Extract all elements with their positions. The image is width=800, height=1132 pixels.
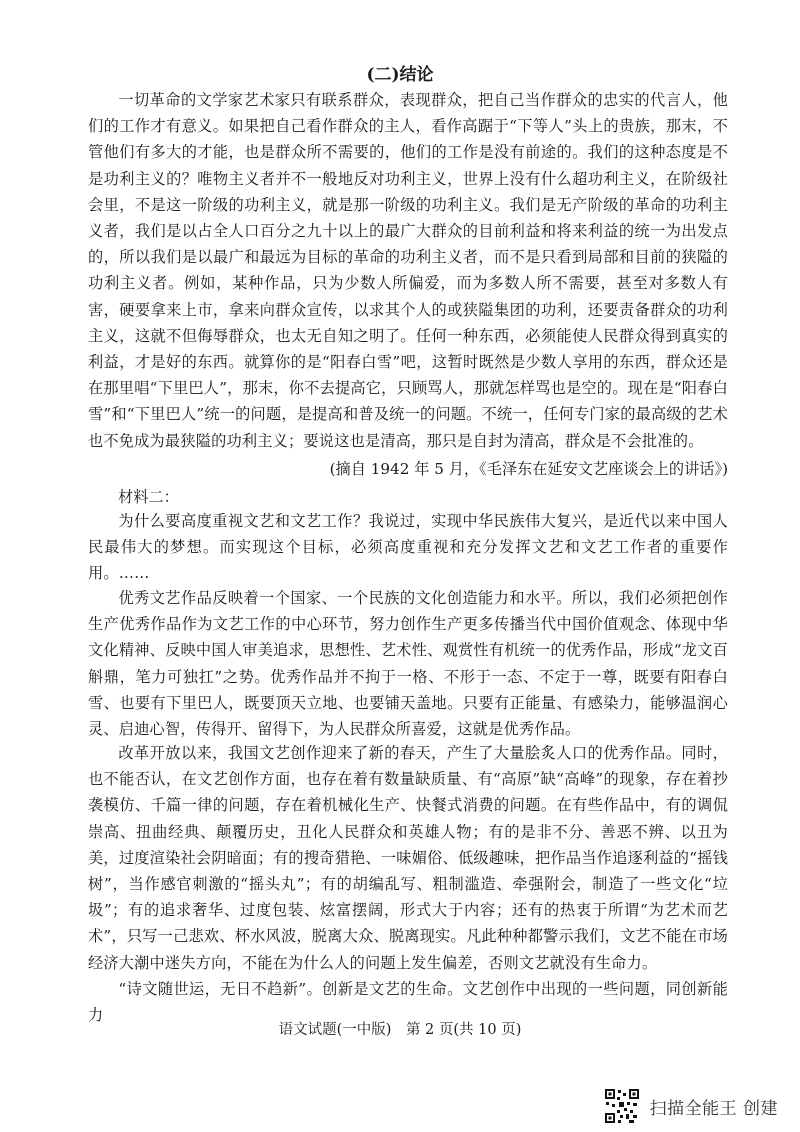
material1-paragraph: 一切革命的文学家艺术家只有联系群众，表现群众，把自己当作群众的忠实的代言人，他们的工作才有意义。如果把自己看作群众的主人，看作高踞于“下等人”头上的贵族，那末，不管他们有多大的才能，也是群众所不需要的，他们的工作是没有前途的。我们的这种态度是不是功利主义的？唯物主义者并不一般地反对功利主义，世界上没有什么超功利主义，在阶级社会里，不是这一阶级的功利主义，就是那一阶级的功利主义。我们是无产阶级的革命的功利主义者，我们是以占全人口百分之九十以上的最广大群众的目前利益和将来利益的统一为出发点的，所以我们是以最广和最远为目标的革命的功利主义者，而不是只看到局部和目前的狭隘的功利主义者。例如，某种作品，只为少数人所偏爱，而为多数人所不需要，甚至对多数人有害，硬要拿来上市，拿来向群众宣传，以求其个人的或狭隘集团的功利，还要责备群众的功利主义，这就不但侮辱群众，也太无自知之明了。任何一种东西，必须能使人民群众得到真实的利益，才是好的东西。就算你的是“阳春白雪”吧，这暂时既然是少数人享用的东西，群众还是在那里唱“下里巴人”，那末，你不去提高它，只顾骂人，那就怎样骂也是空的。现在是“阳春白雪”和“下里巴人”统一的问题，是提高和普及统一的问题。不统一，任何专门家的最高级的艺术也不免成为最狭隘的功利主义；要说这也是清高，那只是自封为清高，群众是不会批准的。 xyxy=(88,91,728,450)
material2-paragraph: 优秀文艺作品反映着一个国家、一个民族的文化创造能力和水平。所以，我们必须把创作生产优秀作品作为文艺工作的中心环节，努力创作生产更多传播当代中国价值观念、体现中华文化精神、反映中国人审美追求，思想性、艺术性、观赏性有机统一的优秀作品，形成“龙文百斛鼎，笔力可独扛”之势。优秀作品并不拘于一格、不形于一态、不定于一尊，既要有阳春白雪、也要有下里巴人，既要顶天立地、也要铺天盖地。只要有正能量、有感染力，能够温润心灵、启迪心智，传得开、留得下，为人民群众所喜爱，这就是优秀作品。 xyxy=(88,589,728,739)
material2-paragraph: 改革开放以来，我国文艺创作迎来了新的春天，产生了大量脍炙人口的优秀作品。同时，也不能否认，在文艺创作方面，也存在着有数量缺质量、有“高原”缺“高峰”的现象，存在着抄袭模仿、千篇一律的问题，存在着机械化生产、快餐式消费的问题。在有些作品中，有的调侃崇高、扭曲经典、颠覆历史，丑化人民群众和英雄人物；有的是非不分、善恶不辨、以丑为美，过度渲染社会阴暗面；有的搜奇猎艳、一味媚俗、低级趣味，把作品当作追逐利益的“摇钱树”，当作感官刺激的“摇头丸”；有的胡编乱写、粗制滥造、牵强附会，制造了一些文化“垃圾”；有的追求奢华、过度包装、炫富摆阔，形式大于内容；还有的热衷于所谓“为艺术而艺术”，只写一己悲欢、杯水风波，脱离大众、脱离现实。凡此种种都警示我们，文艺不能在市场经济大潮中迷失方向，不能在为什么人的问题上发生偏差，否则文艺就没有生命力。 xyxy=(88,744,728,972)
scanner-watermark xyxy=(604,1086,778,1126)
watermark-text: 扫描全能王 创建 xyxy=(649,1098,778,1119)
section-title: (二)结论 xyxy=(366,65,434,85)
material2-paragraph-3-block xyxy=(88,740,728,976)
material1-body xyxy=(88,87,728,454)
qr-code-icon xyxy=(604,1088,640,1124)
material2-paragraph: 为什么要高度重视文艺和文艺工作？我说过，实现中华民族伟大复兴，是近代以来中国人民最伟大的梦想。而实现这个目标，必须高度重视和充分发挥文艺和文艺工作者的重要作用。…… xyxy=(88,512,728,583)
material2-paragraph-2-block xyxy=(88,585,728,742)
material2-paragraph: “诗文随世运，无日不趋新”。创新是文艺的生命。文艺创作中出现的一些问题，同创新能力 xyxy=(88,980,728,1025)
material1-source: (摘自 1942 年 5 月，《毛泽东在延安文艺座谈会上的讲话》) xyxy=(329,460,728,478)
material2-label: 材料二： xyxy=(118,488,179,506)
page-footer: 语文试题(一中版) 第 2 页(共 10 页) xyxy=(278,1022,522,1038)
material2-paragraph-1-block xyxy=(88,508,728,587)
